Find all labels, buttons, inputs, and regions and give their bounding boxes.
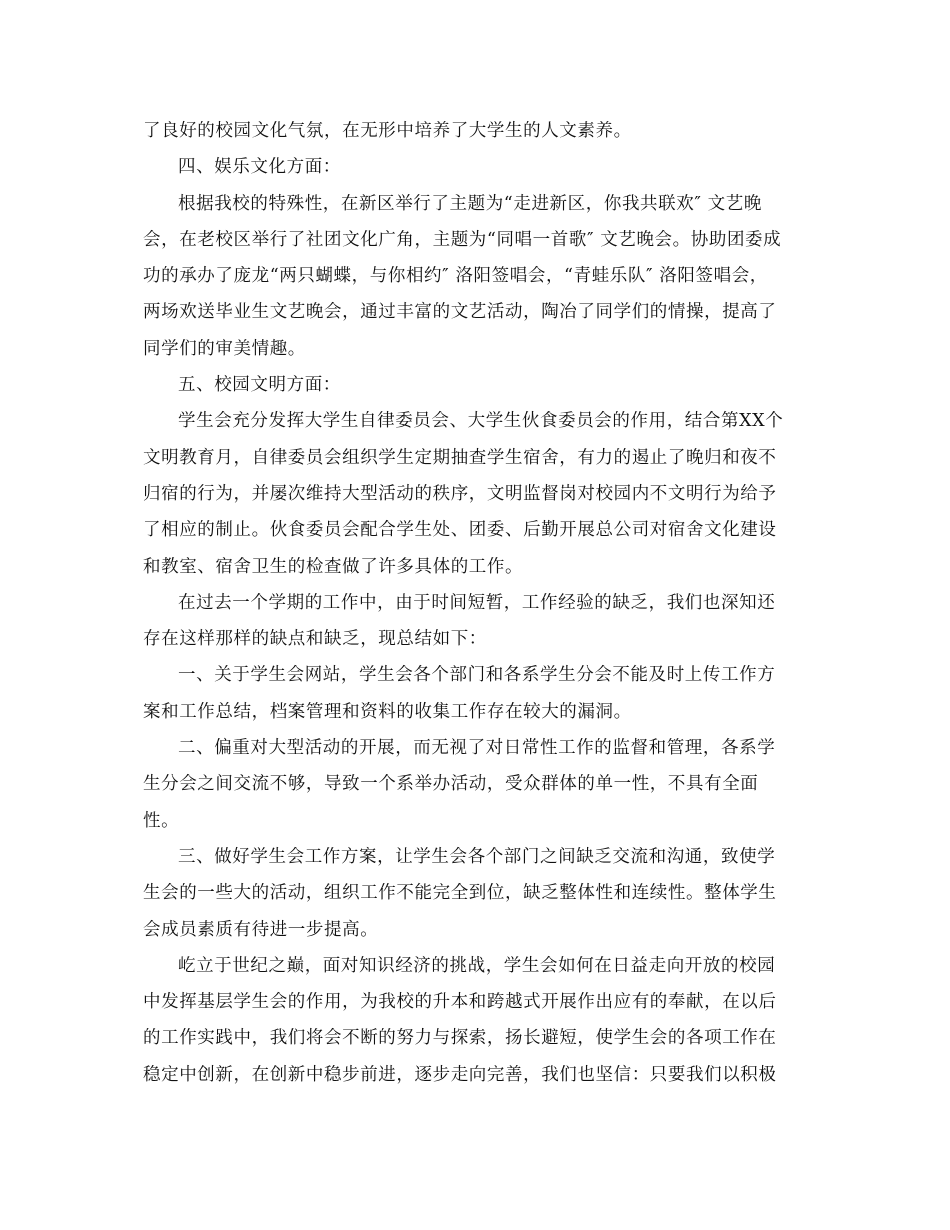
text-line: 存在这样那样的缺点和缺乏，现总结如下： [143, 629, 487, 650]
text-line: 案和工作总结，档案管理和资料的收集工作存在较大的漏洞。 [143, 701, 632, 722]
section-heading: 四、娱乐文化方面： [178, 157, 341, 178]
text-line: 和教室、宿舍卫生的检查做了许多具体的工作。 [143, 556, 524, 577]
text-line: 功的承办了庞龙“两只蝴蝶，与你相约″ 洛阳签唱会，“青蛙乐队″ 洛阳签唱会， [143, 266, 768, 287]
text-line: 了良好的校园文化气氛，在无形中培养了大学生的人文素养。 [143, 121, 632, 141]
text-line: 同学们的审美情趣。 [143, 338, 306, 359]
text-line: 归宿的行为，并屡次维持大型活动的秩序，文明监督岗对校园内不文明行为给予 [143, 483, 777, 504]
text-line: 学生会充分发挥大学生自律委员会、大学生伙食委员会的作用，结合第XX个 [178, 411, 784, 432]
text-line: 三、做好学生会工作方案，让学生会各个部门之间缺乏交流和沟通，致使学 [178, 846, 776, 867]
document-body [143, 113, 823, 1093]
text-line: 两场欢送毕业生文艺晚会，通过丰富的文艺活动，陶冶了同学们的情操，提高了 [143, 302, 777, 323]
text-line: 屹立于世纪之巅，面对知识经济的挑战，学生会如何在日益走向开放的校园 [178, 955, 776, 976]
text-line: 稳定中创新，在创新中稳步前进，逐步走向完善，我们也坚信：只要我们以积极 [143, 1064, 777, 1085]
text-line: 的工作实践中，我们将会不断的努力与探索，扬长避短，使学生会的各项工作在 [143, 1028, 777, 1049]
text-line: 根据我校的特殊性，在新区举行了主题为“走进新区，你我共联欢″ 文艺晚 [178, 193, 762, 214]
text-line: 二、偏重对大型活动的开展，而无视了对日常性工作的监督和管理，各系学 [178, 738, 776, 759]
text-line: 中发挥基层学生会的作用，为我校的升本和跨越式开展作出应有的奉献，在以后 [143, 992, 777, 1013]
text-line: 生分会之间交流不够，导致一个系举办活动，受众群体的单一性，不具有全面 [143, 774, 759, 795]
text-line: 一、关于学生会网站，学生会各个部门和各系学生分会不能及时上传工作方 [178, 665, 776, 686]
text-line: 会，在老校区举行了社团文化广角，主题为“同唱一首歌″ 文艺晚会。协助团委成 [143, 229, 782, 250]
text-line: 会成员素质有待进一步提高。 [143, 919, 379, 940]
text-line: 生会的一些大的活动，组织工作不能完全到位，缺乏整体性和连续性。整体学生 [143, 883, 777, 904]
text-line: 了相应的制止。伙食委员会配合学生处、团委、后勤开展总公司对宿舍文化建设 [143, 520, 777, 541]
text-line: 在过去一个学期的工作中，由于时间短暂，工作经验的缺乏，我们也深知还 [178, 592, 776, 613]
text-line: 文明教育月，自律委员会组织学生定期抽查学生宿舍，有力的遏止了晚归和夜不 [143, 447, 777, 468]
section-heading: 五、校园文明方面： [178, 375, 341, 396]
text-line: 性。 [143, 810, 180, 831]
